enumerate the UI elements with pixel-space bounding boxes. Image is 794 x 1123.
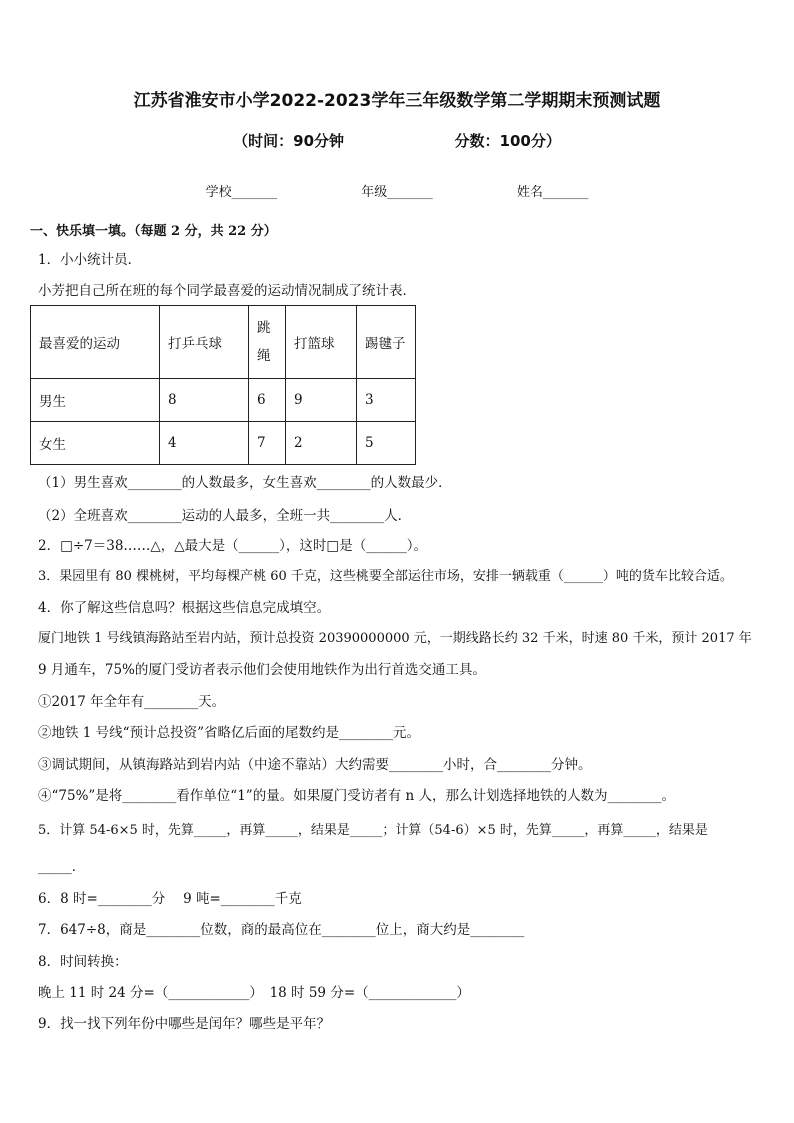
q1-sub2: （2）全班喜欢________运动的人最多，全班一共________人．: [38, 508, 412, 524]
table-cell: 3: [357, 379, 416, 422]
table-row-label: 女生: [31, 422, 160, 465]
table-cell: 4: [160, 422, 249, 465]
q4-item2: ②地铁 1 号线“预计总投资”省略亿后面的尾数约是________元。: [38, 725, 420, 741]
table-header-cell: 踢毽子: [357, 306, 416, 379]
q4-item4: ④“75%”是将________看作单位“1”的量。如果厦门受访者有 n 人，那么计划选择地铁的人数为________。: [38, 788, 675, 804]
table-header-cell: 跳绳: [249, 306, 286, 379]
q6: 6．8 时=________分 9 吨=________千克: [38, 891, 302, 907]
table-row: [31, 422, 416, 465]
table-header-cell: 打篮球: [286, 306, 357, 379]
q4-stem: 4．你了解这些信息吗？根据这些信息完成填空。: [38, 600, 331, 616]
q4-item1: ①2017 年全年有________天。: [38, 694, 226, 710]
student-info-row: [0, 181, 794, 200]
q2: 2．□÷7＝38……△，△最大是（______），这时□是（______）。: [38, 538, 427, 554]
table-cell: 8: [160, 379, 249, 422]
section-heading: 一、快乐填一填。（每题 2 分，共 22 分）: [30, 224, 277, 239]
table-cell: 7: [249, 422, 286, 465]
q4-para1: 厦门地铁 1 号线镇海路站至岩内站，预计总投资 20390000000 元，一期线路长约 32 千米，时速 80 千米，预计 2017 年: [38, 631, 752, 646]
table-header-row: [31, 306, 416, 379]
q8-line: 晚上 11 时 24 分=（____________） 18 时 59 分=（_____________）: [38, 985, 470, 1001]
sports-stats-table: [30, 305, 416, 465]
q4-para2: 9 月通车，75%的厦门受访者表示他们会使用地铁作为出行首选交通工具。: [38, 662, 486, 678]
q1-stem: 1．小小统计员．: [38, 252, 142, 268]
table-cell: 5: [357, 422, 416, 465]
q5-line1: 5．计算 54-6×5 时，先算_____，再算_____，结果是_____；计算（54-6）×5 时，先算_____，再算_____，结果是: [38, 823, 708, 838]
score-label: 分数：100分）: [454, 132, 561, 150]
q4-item3: ③调试期间，从镇海路站到岩内站（中途不靠站）大约需要________小时，合________分钟。: [38, 757, 592, 773]
table-cell: 6: [249, 379, 286, 422]
table-cell: 2: [286, 422, 357, 465]
grade-field: 年级_______: [361, 185, 433, 200]
table-header-cell: 最喜爱的运动: [31, 306, 160, 379]
school-field: 学校_______: [205, 185, 278, 200]
table-cell: 9: [286, 379, 357, 422]
table-header-cell: 打乒乓球: [160, 306, 249, 379]
q5-line2: _____．: [38, 859, 86, 875]
q1-intro: 小芳把自己所在班的每个同学最喜爱的运动情况制成了统计表．: [38, 283, 416, 299]
exam-title: 江苏省淮安市小学2022-2023学年三年级数学第二学期期末预测试题: [133, 91, 661, 111]
q3: 3．果园里有 80 棵桃树，平均每棵产桃 60 千克，这些桃要全部运往市场，安排一辆载重（______）吨的货车比较合适。: [38, 569, 733, 584]
q7: 7．647÷8，商是________位数，商的最高位在________位上，商大约是________: [38, 922, 525, 938]
q1-sub1: （1）男生喜欢________的人数最多，女生喜欢________的人数最少．: [38, 475, 452, 491]
table-row-label: 男生: [31, 379, 160, 422]
time-label: （时间：90分钟: [233, 132, 345, 150]
q9: 9．找一找下列年份中哪些是闰年？哪些是平年？: [38, 1016, 331, 1032]
exam-subtitle: [0, 130, 794, 151]
table-row: [31, 379, 416, 422]
q8-stem: 8．时间转换：: [38, 954, 128, 970]
name-field: 姓名_______: [516, 185, 589, 200]
